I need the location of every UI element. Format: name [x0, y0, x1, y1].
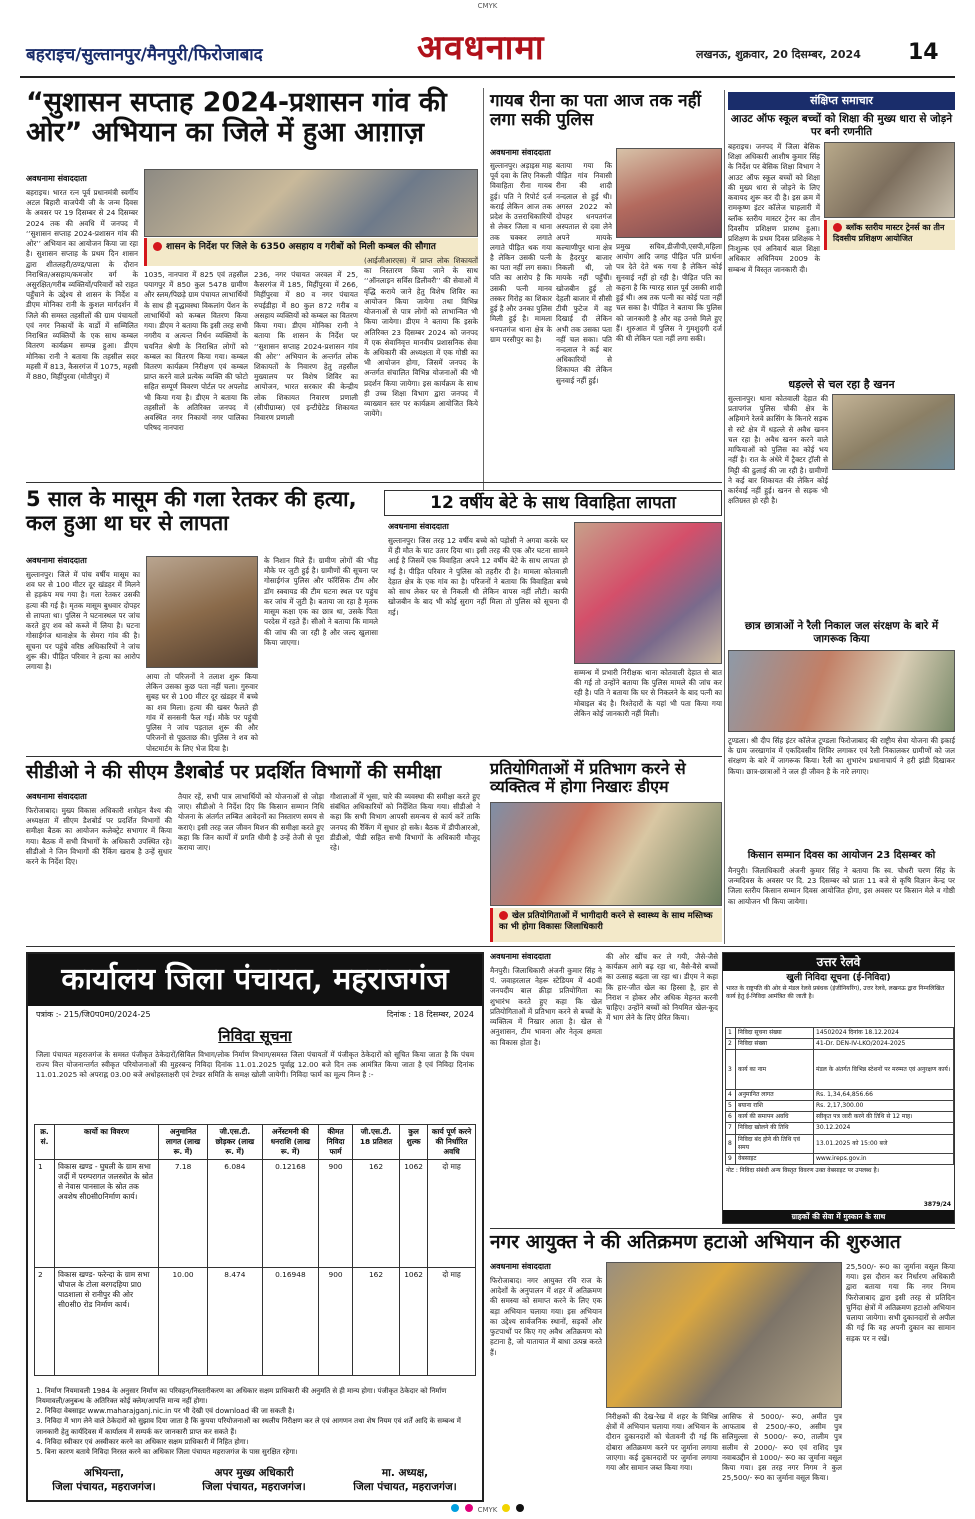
- caption-bullet-icon: [153, 242, 162, 251]
- railway-ad-table: [725, 1027, 954, 1165]
- cell: स्वीकृत पत्र जारी करने की तिथि से 12 माह।: [814, 1112, 954, 1123]
- sidebar-item1-caption-text: ब्लॉक स्तरीय मास्टर ट्रेनर्स का तीन दिवसीय प्रशिक्षण आयोजित: [833, 223, 945, 243]
- story6-caption-text: खेल प्रतियोगिताओं में भागीदारी करने से स्वास्थ्य के साथ मस्तिष्क का भी होगा विकासः जिलाधिकारी: [499, 911, 713, 933]
- cell: 2: [726, 1039, 736, 1050]
- railway-ad-subtitle: खुली निविदा सूचना (ई-निविदा): [786, 973, 891, 983]
- sidebar-item1-text: बहराइच। जनपद में जिला बेसिक शिक्षा अधिकारी आशीष कुमार सिंह के निर्देश पर बेसिक शिक्षा विभाग ने आउट ऑफ स्कूल बच्चों को शिक्षा की मुख्य धारा से जोड़ने के लिए कवायद शुरू कर दी है। इस क्रम में रामकृष्ण इंटर कॉलेज चाहलारी में ब्लॉक स्तरीय मास्टर ट्रेनर का तीन दिवसीय प्रशिक्षण प्रारम्भ हुआ। प्रशिक्षण के प्रथम दिवस प्रशिक्षक ने निःशुल्क एवं अनिवार्य बाल शिक्षा अधिकार अधिनियम 2009 के सम्बन्ध में विस्तृत जानकारी दी।: [728, 142, 820, 274]
- registration-dot-icon: [502, 1504, 510, 1512]
- story5-column-2: तैयार रहें, सभी पात्र लाभार्थियों को योजनाओं से जोड़ा जाए। सीडीओ ने निर्देश दिए कि किसान सम्मान निधि योजना के अंतर्गत लम्बित आवेदनों का निस्तारण समय से कराएं। इसी तरह जल जीवन मिशन की समीक्षा करते हुए कहा कि जिन कार्यों में प्रगति धीमी है उन्हें तेजी से पूरा कराया जाए।: [178, 792, 324, 853]
- story6-column-1: मैनपुरी। जिलाधिकारी अंजनी कुमार सिंह ने पं. जवाहरलाल नेहरू स्टेडियम में 40वीं जनपदीय बाल क्रीड़ा प्रतियोगिता का शुभारंभ करते हुए कहा कि खेल प्रतियोगिताओं में प्रतिभाग करने से बच्चों के व्यक्तित्व में निखार आता है। खेल से अनुशासन, टीम भावना और नेतृत्व क्षमता का विकास होता है।: [490, 966, 602, 1047]
- story1-column-2: 1035, नानपारा में 825 एवं तहसील पयागपुर में 850 कुल 5478 ग्रामीण और स्लम/पिछड़े ग्राम पंचायत लाभार्थियों के साथ ही वृद्धावस्था विकलांग पेंशन के लाभार्थियों को कम्बल वितरण किया गया। डीएम ने बताया कि इसी तरह सभी नगरीय व अत्यन्त निर्धन व्यक्तियों के चयनित श्रेणी के निराश्रित लोगों को कम्बल का वितरण किया गया। कम्बल वितरण कार्यक्रम निरीक्षण एवं कम्बल प्राप्त करने वाले प्रत्येक व्यक्ति की फोटो सहित सम्पूर्ण विवरण पोर्टल पर अपलोड भी किया गया है। डीएम ने बताया कि तहसीलों के अतिरिक्त जनपद में अवस्थित नगर निकायों नगर पालिका परिषद नानपारा: [144, 270, 248, 433]
- story3-photo-child: [146, 556, 258, 668]
- sidebar-title: संक्षिप्त समाचार: [728, 92, 955, 110]
- table-row: [726, 1028, 954, 1039]
- cell: 1: [726, 1028, 736, 1039]
- table-row: [726, 1123, 954, 1134]
- th-estimated-cost: अनुमानित लागत (लाख रू. में): [159, 1125, 208, 1160]
- th-sno: क्र. सं.: [35, 1125, 55, 1160]
- cell: 30.12.2024: [814, 1123, 954, 1134]
- cell: बयाना राशि: [736, 1101, 814, 1112]
- cell: 4: [726, 1090, 736, 1101]
- top-print-mark: CMYK: [477, 2, 498, 10]
- cell: 7.18: [159, 1159, 208, 1267]
- cell: निविदा बंद होने की तिथि एवं समय: [736, 1134, 814, 1153]
- cell: निविदा खोलने की तिथि: [736, 1123, 814, 1134]
- cell: 5: [726, 1101, 736, 1112]
- tender-notice-heading: निविदा सूचना: [218, 1027, 292, 1045]
- table-row: [726, 1134, 954, 1153]
- tender-table: [34, 1124, 476, 1376]
- story1-column-4: (आईजीआरएस) में प्राप्त लोक शिकायतों का निस्तारण किया जाने के साथ ‘‘ऑनलाइन सर्विस डिलीवरी’’ की सेवाओं में वृद्धि कराये जाने हेतु विशेष शिविर का आयोजन किया जायेगा तथा विभिन्न योजनाओं से पात्र लोगों को लाभान्वित भी किया जायेगा। डीएम ने बताया कि इसके अतिरिक्त 23 दिसम्बर 2024 को जनपद में एक सेवानिवृत्त मानवीय प्रशासनिक सेवा के अधिकारी की अध्यक्षता में एक गोष्ठी का भी आयोजन होगा, जिसमें जनपद के अन्तर्गत संचालित विभिन्न योजनाओं की भी प्रदर्शन किया जायेगा। इस कार्यक्रम के साथ ही उच्च शिक्षा विभाग द्वारा जनपद में व्याख्यान स्तर पर कार्यक्रम आयोजित किये जायेंगे।: [364, 256, 478, 419]
- story4-photo-mother-son: [574, 522, 722, 664]
- cell: निविदा सूचना संख्या: [736, 1028, 814, 1039]
- cell: 14502024 दिनांक 18.12.2024: [814, 1028, 954, 1039]
- tender-intro: जिला पंचायत महराजगंज के समस्त पंजीकृत ठेकेदारों/सिविल विभाग/लोक निर्माण विभाग/समस्त जिला पंचायतों में पंजीकृत ठेकेदारों को सूचित किया जाता है कि पंचम राज्य वित्त योजनान्तर्गत स्वीकृत परियोजनाओं की मुहरबन्द निविदा दिनांक 11.01.2025 पूर्वाह्न 12.00 बजे दिन तक आमंत्रित किया जाता है एवं निविदा दिनांक 11.01.2025 को अपराह्न 03.00 बजे अधोहस्ताक्षरी एवं टेण्डर समिति के समक्ष खोली जायेगी। निविदा फार्म का मूल्य निम्न है :-: [36, 1050, 474, 1080]
- th-completion-period: कार्य पूर्ण करने की निर्धारित अवधि: [428, 1125, 476, 1160]
- sidebar-item3-headline: छात्र छात्राओं ने रैली निकाल जल संरक्षण के बारे में जागरूक किया: [744, 620, 939, 645]
- caption-bullet-icon: [499, 911, 508, 920]
- cell: 1062: [400, 1267, 428, 1375]
- section-divider: [26, 482, 722, 483]
- th-earnest-money: अर्नेस्टमनी की धनराशि (लाख रू. में): [262, 1125, 318, 1160]
- sidebar-item2-headline: धड़ल्ले से चल रहा है खनन: [788, 378, 895, 391]
- story5-byline: अवधनामा संवाददाता: [26, 792, 87, 801]
- sidebar-item1-caption: [824, 220, 955, 250]
- story5-headline: सीडीओ ने की सीएम डैशबोर्ड पर प्रदर्शित विभागों की समीक्षा: [26, 761, 442, 783]
- cell: 9: [726, 1153, 736, 1164]
- sidebar-item4-text: मैनपुरी। जिलाधिकारी अंजनी कुमार सिंह ने बताया कि स्व. चौधरी चरण सिंह के जन्मदिवस के अवसर पर दि. 23 दिसम्बर को प्रातः 11 बजे से कृषि विज्ञान केन्द्र पर जिला स्तरीय किसान सम्मान दिवस आयोजित होगा, इस अवसर पर किसान मेले व गोष्ठी का आयोजन भी किया जायेगा।: [728, 866, 955, 906]
- table-row: [726, 1039, 954, 1050]
- story6-byline: अवधनामा संवाददाता: [490, 952, 551, 961]
- cell: 900: [319, 1159, 353, 1267]
- page-number: 14: [908, 40, 939, 65]
- story6-caption: [490, 908, 722, 942]
- bottom-print-mark-text: CMYK: [477, 1505, 498, 1514]
- story5-column-3: गौशालाओं में भूसा, चारे की व्यवस्था की समीक्षा करते हुए संबंधित अधिकारियों को निर्देशित किया गया। सीडीओ ने कहा कि सभी विभाग आपसी समन्वय से कार्य करें ताकि जनपद की रैंकिंग में सुधार हो सके। बैठक में डीपीआरओ, डीडीओ, पीडी सहित सभी विभागों के अधिकारी मौजूद रहे।: [330, 792, 480, 853]
- cell: वेबसाइट: [736, 1153, 814, 1164]
- cell: Rs. 2,17,300.00: [814, 1101, 954, 1112]
- story3-column-1: सुल्तानपुर। जिले में पांच वर्षीय मासूम का शव घर से 100 मीटर दूर खंडहर में मिलने से हड़कंप मच गया है। गला रेतकर उसकी हत्या की गई है। मृतक मासूम बुधवार दोपहर से लापता था। पुलिस ने घटनास्थल पर जांच करते हुए शव को कब्जे में लिया है। घटना गोसाईगंज थानाक्षेत्र के सेमरा गांव की है। सूचना पर पहुंचे वरिष्ठ अधिकारियों ने जांच शुरू की। पीड़ित परिवार ने हत्या का आरोप लगाया है।: [26, 570, 140, 671]
- cell: विकास खण्ड- फरेन्दा के ग्राम सभा चौपाल के टोला बरगदहिया प्रा0 पाठशाला से रानीपुर की ओर सी0सी0 रोड निर्माण कार्य।: [55, 1267, 159, 1375]
- tender-date: दिनांक : 18 दिसम्बर, 2024: [386, 1010, 474, 1019]
- dateline: लखनऊ, शुक्रवार, 20 दिसम्बर, 2024: [696, 48, 861, 61]
- story2-column-3: प्रमुख सचिव,डीजीपी,एसपी,महिला आयोग आदि जगह पीड़ित पति प्रार्थना पत्र देते देते थक गया है लेकिन कोई सुनवाई नहीं हो रही है। पीड़ित पति का कहना है कि ग्यारह साल पूर्व उसकी शादी हुई थी। अब तक पत्नी का कोई पता नहीं चल सका है। पीड़ित ने बताया कि पुलिस को जानकारी है और वह उनसे मिले हुए हैं। शुरुआत में पुलिस ने गुमशुदगी दर्ज की थी लेकिन पता नहीं लगा सकी।: [616, 242, 722, 343]
- cell: 162: [353, 1267, 400, 1375]
- signature-additional-officer: अपर मुख्य अधिकारी जिला पंचायत, महराजगंज।: [202, 1467, 306, 1494]
- cell: कार्य की समापन अवधि: [736, 1112, 814, 1123]
- story2-byline: अवधनामा संवाददाता: [490, 148, 551, 157]
- cell: विकास खण्ड - घुघली के ग्राम सभा जर्दी में परम्परागत जलस्त्रोत के स्रोत से नेवास पानसाल के स्रोत तक अवशेष सी0सी0निर्माण कार्य।: [55, 1159, 159, 1267]
- sidebar-item2-text-continued: [728, 476, 955, 616]
- table-row: [726, 1153, 954, 1164]
- railway-ad-tagline: ग्राहकों की सेवा में मुस्कान के साथ: [723, 1210, 954, 1223]
- registration-dot-icon: [516, 1504, 524, 1512]
- story7-headline: नगर आयुक्त ने की अतिक्रमण हटाओ अभियान की शुरुआत: [490, 1231, 901, 1253]
- story2-column-1: सुल्तानपुर। अड़ाइस माह पूर्व दवा के लिए निकली विवाहिता रीना गायब हुई। पति ने रिपोर्ट दर्ज कराई लेकिन आज तक प्रदेश के उत्तराधिकारियों से लेकर जिला व थाना तक चक्कर लगाते लगाते पीड़ित थक गया है लेकिन उसकी पत्नी का पता नहीं लग सका। पति का आरोप है कि उसकी पत्नी मानव तस्कर गिरोह का शिकार हुई है और उनका पुलिस मिली हुई है। मामला धनपतगंज थाना क्षेत्र के ग्राम परसीपुर का है।: [490, 161, 552, 344]
- story6-column-2: की ओर खींच कर ले गयी, जैसे-जैसे कार्यक्रम आगे बढ़ रहा था, वैसे-वैसे बच्चों का उत्साह बढ़ता जा रहा था। डीएम ने कहा कि हार-जीत खेल का हिस्सा है, हार से निराश न होकर और अधिक मेहनत करनी चाहिए। उन्होंने बच्चों को नियमित खेल-कूद में भाग लेने के लिए प्रेरित किया।: [606, 952, 718, 1023]
- newspaper-logo: अवधनामा: [417, 28, 545, 68]
- sidebar-item1-headline: आउट ऑफ स्कूल बच्चों को शिक्षा की मुख्य धारा से जोड़ने पर बनी रणनीति: [730, 113, 953, 138]
- cell: 6: [726, 1112, 736, 1123]
- signature-engineer: अभियन्ता, जिला पंचायत, महराजगंज।: [52, 1467, 156, 1494]
- story7-column-2: निरीक्षकों की देख-रेख में शहर के विभिन्न क्षेत्रों में अभियान चलाया गया। अभियान के दौरान दुकानदारों को चेतावनी दी गई कि दोबारा अतिक्रमण करने पर जुर्माना लगाया जाएगा। कई दुकानदारों पर जुर्माना लगाया गया और सामान जब्त किया गया।: [606, 1412, 718, 1473]
- story2-column-2: बताया गया कि पीड़ित गांव निवासी रीना की शादी नन्दलाल से हुई थी। अगस्त 2022 को दोपहर धनपतगंज अस्पताल से दवा लेने अपने मायके कल्याणीपुर थाना क्षेत्र के हैदरपुर बाजार निकली थी, जो मायके नहीं पहुँची। खोजबीन हुई तो देहली बाजार में सीसी टीवी फुटेज में वह दिखाई दी लेकिन अभी तक उसका पता नहीं चल सका। पति नन्दलाल ने कई बार अधिकारियों से शिकायत की लेकिन सुनवाई नहीं हुई।: [556, 161, 612, 385]
- cell: 1: [35, 1159, 55, 1267]
- table-row: [35, 1267, 476, 1375]
- cell: कार्य का नाम: [736, 1050, 814, 1090]
- edition-cities: बहराइच/सुल्तानपुर/मैनपुरी/फिरोजाबाद: [26, 45, 263, 65]
- cell: 10.00: [159, 1267, 208, 1375]
- sidebar-item1-text-continued: [728, 254, 955, 374]
- story2-photo-missing-woman: [616, 148, 722, 238]
- story6-headline: प्रतियोगिताओं में प्रतिभाग करने से व्यक्तित्व में होगा निखारः डीएम: [490, 759, 686, 796]
- sidebar-divider: [724, 90, 725, 944]
- story7-photo-bulldozer: [606, 1262, 842, 1408]
- masthead: [20, 28, 955, 78]
- cell: दो माह: [428, 1159, 476, 1267]
- table-row: [726, 1050, 954, 1090]
- cell: 162: [353, 1159, 400, 1267]
- tender-term: 3. निविदा में भाग लेने वाले ठेकेदारों को सुझाव दिया जाता है कि कुपया परियोजनाओं का स्थलीय निरीक्षण कर ले एवं आगणन तथा शेष नियम एवं शर्तें आदि के सम्बन्ध में जानकारी हेतु कार्यदिवस में कार्यालय में सम्पर्क कर जानकारी प्राप्त कर सकते हैं।: [36, 1417, 461, 1436]
- railway-ad-intro: भारत के राष्ट्रपति की ओर से मंडल रेलवे प्रबंधक (इंजीनियरिंग), उत्तर रेलवे, लखनऊ द्वारा निम्नलिखित कार्य हेतु ई-निविदा आमंत्रित की जाती है।: [726, 985, 945, 1001]
- story4-byline: अवधनामा संवाददाता: [388, 522, 449, 531]
- sidebar-item2-photo-mining: [832, 394, 955, 470]
- tender-term: 4. निविदा स्वीकार एवं अस्वीकार करने का अधिकार सक्षम प्राधिकारी में निहित होगा।: [36, 1437, 249, 1446]
- cell: 13.01.2025 को 15:00 बजे: [814, 1134, 954, 1153]
- story4-headline-box: [384, 490, 722, 516]
- story4-body-continued: सम्मन्ध में प्रभारी निरीक्षक थाना कोतवाली देहात से बात की गई तो उन्होंने बताया कि पुलिस मामले की जांच कर रही है। पति ने बताया कि घर से निकलने के बाद पत्नी का मोबाइल बंद है। रिश्तेदारों के यहां भी पता किया गया लेकिन कोई जानकारी नहीं मिली।: [574, 668, 722, 718]
- cell: मंडल के अंतर्गत विभिन्न स्टेशनों पर मरम्मत एवं अनुरक्षण कार्य।: [814, 1050, 954, 1090]
- th-work-desc: कार्यो का विवरण: [55, 1125, 159, 1160]
- story7-column-3: आसिफ से 5000/- रू0, अमीत पुत्र आफताब से 2500/-रू0, असीम पुत्र सलिमुल्ला से 5000/- रू0, तालीम पुत्र सलीम से 2000/- रू0 एवं राशिद पुत्र नवाबउद्दीन से 1000/- रू0 का जुर्माना वसूल किया गया। इस तरह नगर निगम ने कुल 25,500/- रू0 का जुर्माना वसूल किया।: [722, 1412, 842, 1483]
- sidebar-item2-text: सुल्तानपुर। थाना कोतवाली देहात की प्रतापगंज पुलिस चौकी क्षेत्र के अहिमाने रेलवे क्रासिंग के किनारे सड़क से सटे क्षेत्र में धड़ल्ले से अवैध खनन चल रहा है। अवैध खनन करने वाले माफियाओं को पुलिस का कोई भय नहीं है। रात के अंधेरे में ट्रैक्टर ट्रॉली से मिट्टी की ढुलाई की जा रही है। ग्रामीणों ने कई बार शिकायत की लेकिन कोई कार्रवाई नहीं हुई। खनन से सड़क भी क्षतिग्रस्त हो रही है।: [728, 394, 828, 506]
- sidebar-item1-photo: [824, 142, 955, 218]
- story4-body: सुल्तानपुर। जिस तरह 12 वर्षीय बच्चे को पड़ोसी ने अगवा करके घर में ही मौत के घाट उतार दिया था। इसी तरह की एक और घटना सामने आई है जिसमें एक विवाहिता अपने 12 वर्षीय बेटे के साथ लापता हो गई है। पीड़ित परिवार ने पुलिस को तहरीर दी है। मामला कोतवाली देहात क्षेत्र के एक गांव का है। परिजनों ने बताया कि विवाहिता बच्चे को साथ लेकर घर से निकली थी लेकिन वापस नहीं लौटी। काफी खोजबीन के बाद भी कोई सुराग नहीं मिला तो पुलिस को सूचना दी गई।: [388, 536, 568, 617]
- sidebar-item3-text: टूण्डला। श्री दीप सिंह इंटर कॉलेज टूण्डला फिरोजाबाद की राष्ट्रीय सेवा योजना की इकाई के ग्राम जरखागांव में एकदिवसीय शिविर लगाकर एवं रैली निकालकर ग्रामीणों को जल संरक्षण के बारे में जागरूक किया। रैली का शुभारंभ प्रधानाचार्य ने हरी झंडी दिखाकर किया। छात्र-छात्राओं ने जल ही जीवन है के नारे लगाए।: [728, 736, 955, 776]
- cell: 1062: [400, 1159, 428, 1267]
- th-total-fee: कुल शुल्क: [400, 1125, 428, 1160]
- tender-term: 2. निविदा वेबसाइट www.maharajganj.nic.in पर भी देखी एवं download की जा सकती है।: [36, 1407, 295, 1416]
- story3-column-3: आया तो परिजनों ने तलाश शुरू किया लेकिन उसका कुछ पता नहीं चला। गुरुवार सुबह घर से 100 मीटर दूर खंडहर में बच्चे का शव मिला। हत्या की खबर फैलते ही गांव में सनसनी फैल गई। मौके पर पहुंची पुलिस ने जांच पड़ताल शुरू की और परिजनों से पूछताछ की। पुलिस ने शव को पोस्टमार्टम के लिए भेज दिया है।: [146, 672, 258, 753]
- th-gst: जी.एस.टी. 18 प्रतिशत: [353, 1125, 400, 1160]
- cell: 8.474: [208, 1267, 263, 1375]
- story3-byline: अवधनामा संवाददाता: [26, 556, 87, 565]
- cell: 2: [35, 1267, 55, 1375]
- tender-term: 1. निर्माण नियमावली 1984 के अनुसार निर्माण का परिवहन/निस्तारीकरण का अधिकार सक्षम प्राधिकारी की अनुमति से ही मान्य होगा। पंजीकृत ठेकेदार को निर्माण नियमावली/अनुबन्ध के अतिरिक्त कोई क्लेम/आपत्ति मान्य नहीं होगा।: [36, 1387, 447, 1406]
- tender-ad-title: कार्यालय जिला पंचायत, महराजगंज: [28, 954, 482, 1006]
- cell: अनुमानित लागत: [736, 1090, 814, 1101]
- cell: 0.16948: [262, 1267, 318, 1375]
- registration-dot-icon: [465, 1504, 473, 1512]
- cell: Rs. 1,34,64,856.66: [814, 1090, 954, 1101]
- railway-ad-title: उत्तर रेलवे: [723, 953, 954, 971]
- table-row: [35, 1159, 476, 1267]
- story1-column-1: बहराइच। भारत रत्न पूर्व प्रधानमंत्री स्वर्गीय अटल बिहारी वाजपेयी जी के जन्म दिवस के अवसर पर 19 दिसम्बर से 24 दिसम्बर 2024 तक की अवधि में जनपद में ‘‘सुशासन सप्ताह 2024-प्रशासन गांव की ओर’’ अभियान का आयोजन किया जा रहा है। सुशासन सप्ताह के प्रथम दिन शासन द्वारा शीतलहरी/ठण्ड/पाला के दौरान निराश्रित/असहाय/कमजोर वर्ग के असुरक्षित/गरीब व्यक्तियों/परिवारों को राहत पहुँचाने के उद्देश्य से शासन के निर्देश व डीएम मोनिका रानी के कुशल मार्गदर्शन में जिले की समस्त तहसीलों की ग्राम पंचायतों एवं नगर निकायों के वार्डो में सम्मिलित निराश्रित व्यक्तियों के एक साथ कम्बल वितरण कार्यक्रम सम्पन्न हुआ। डीएम मोनिका रानी ने बताया कि तहसील सदर महसी में 813, कैसरगंज में 1075, महसी में 880, मिहींपुरवा (मोतीपुर) में: [26, 188, 138, 381]
- caption-bullet-icon: [833, 223, 842, 232]
- story7-column-4: 25,500/- रू0 का जुर्माना वसूल किया गया। इस दौरान कर निर्धारण अधिकारी द्वारा बताया गया कि नगर निगम फिरोजाबाद द्वारा इसी तरह से प्रतिदिन चुनिंदा क्षेत्रों में अतिक्रमण हटाओ अभियान चलाया जायेगा। सभी दुकानदारों से अपील की गई कि वह अपनी दुकान का सामान सड़क पर न रखें।: [846, 1262, 955, 1343]
- story5-column-1: फिरोजाबाद। मुख्य विकास अधिकारी शत्रोहन वैश्य की अध्यक्षता में सीएम डैशबोर्ड पर प्रदर्शित विभागों की समीक्षा बैठक का आयोजन कलेक्ट्रेट सभागार में किया गया। बैठक में सभी विभागों के अधिकारी उपस्थित रहे। सीडीओ ने जिन विभागों की रैंकिंग खराब है उन्हें सुधार करने के निर्देश दिए।: [26, 806, 172, 867]
- tender-advertisement: [26, 952, 484, 1502]
- signature-chairperson: मा. अध्यक्ष, जिला पंचायत, महराजगंज।: [353, 1467, 457, 1494]
- tender-ref: पत्रांक :- 215/जि0प0म0/2024-25: [36, 1010, 151, 1019]
- story1-photo-blanket-distribution: [144, 169, 478, 237]
- tender-term: 5. बिना कारण बताये निविदा निरस्त करने का अधिकार जिला पंचायत महराजगंज के पास सुरक्षित रहेगा।: [36, 1447, 298, 1456]
- cell: www.ireps.gov.in: [814, 1153, 954, 1164]
- section-divider: [490, 1228, 955, 1229]
- story3-headline: 5 साल के मासूम की गला रेतकर की हत्या, कल हुआ था घर से लापता: [26, 487, 357, 535]
- story7-column-1: फिरोजाबाद। नगर आयुक्त रवि राज के आदेशों के अनुपालन में शहर में अतिक्रमण की समस्या को समाप्त करने के लिए एक बड़ा अभियान चलाया गया। इस अभियान का उद्देश्य सार्वजनिक स्थानों, सड़कों और फुटपाथों पर किए गए अवैध अतिक्रमण को हटाना है, जो यातायात में बाधा उत्पन्न करते हैं।: [490, 1276, 602, 1357]
- story4-headline: 12 वर्षीय बेटे के साथ विवाहिता लापता: [430, 493, 676, 513]
- cell: निविदा संख्या: [736, 1039, 814, 1050]
- story1-column-3: 236, नगर पंचायत जरवल में 25, कैसरगंज में 185, मिहींपुरवा में 266, मिहींपुरवा में 80 व नगर पंचायत रुपईडीहा में 80 कुल 872 गरीब व असहाय व्यक्तियों को कम्बल का वितरण किया गया। डीएम मोनिका रानी ने बताया कि शासन के निर्देश पर ‘‘सुशासन सप्ताह 2024-प्रशासन गांव की ओर’’ अभियान के अन्तर्गत लोक शिकायतों के निवारण हेतु तहसील मुख्यालय पर विशेष शिविर का आयोजन, भारत सरकार की केन्द्रीय लोक शिकायत निवारण प्रणाली (सीपीग्राम्स) एवं इन्टीग्रेटेड शिकायत निवारण प्रणाली: [254, 270, 358, 423]
- sidebar-item4-headline: किसान सम्मान दिवस का आयोजन 23 दिसम्बर को: [747, 850, 936, 861]
- story7-byline: अवधनामा संवाददाता: [490, 1262, 551, 1271]
- th-excl-gst: जी.एस.टी. छोड़कर (लाख रू. में): [208, 1125, 263, 1160]
- registration-dot-icon: [451, 1504, 459, 1512]
- railway-ad-note: नोट : निविदा संबंधी अन्य विस्तृत विवरण उक्त वेबसाइट पर उपलब्ध है।: [726, 1166, 879, 1174]
- railway-ad-code: 3879/24: [923, 1200, 951, 1208]
- sidebar-item3-photo-rally: [728, 650, 955, 732]
- tender-terms: [36, 1386, 476, 1457]
- th-form-price: कीमत निविदा फार्म: [319, 1125, 353, 1160]
- cell: 7: [726, 1123, 736, 1134]
- section-divider: [26, 946, 955, 947]
- cell: दो माह: [428, 1267, 476, 1375]
- cell: 8: [726, 1134, 736, 1153]
- story1-byline: अवधनामा संवाददाता: [26, 174, 87, 183]
- story1-caption-text: शासन के निर्देश पर जिले के 6350 असहाय व गरीबों को मिली कम्बल की सौगात: [166, 242, 436, 252]
- story6-photo-sports-event: [490, 802, 722, 906]
- table-row: [726, 1112, 954, 1123]
- cell: 3: [726, 1050, 736, 1090]
- cell: 41-Dr. DEN-IV-LKO/2024-2025: [814, 1039, 954, 1050]
- cell: 6.084: [208, 1159, 263, 1267]
- railway-tender-advertisement: [722, 952, 955, 1224]
- table-row: [726, 1090, 954, 1101]
- column-divider: [483, 88, 484, 490]
- story2-headline: गायब रीना का पता आज तक नहीं लगा सकी पुलिस: [490, 91, 702, 131]
- story1-headline: “सुशासन सप्ताह 2024-प्रशासन गांव की ओर” अभियान का जिले में हुआ आग़ाज़: [26, 87, 447, 149]
- section-divider: [26, 756, 722, 757]
- cell: 0.12168: [262, 1159, 318, 1267]
- story3-column-2: के निशान मिले हैं। ग्रामीण लोगों की भीड़ मौके पर जुटी हुई है। ग्रामीणों की सूचना पर गोसाईगंज पुलिस और फॉरेंसिक टीम और डॉग स्क्वायड की टीम घटना स्थल पर पहुंच कर जांच में जुटी है। बताया जा रहा है मृतक मासूम कक्षा एक का छात्र था, उसके पिता परदेस में रहते हैं। सीओ ने बताया कि मामले की जांच की जा रही है और जल्द खुलासा किया जाएगा।: [264, 556, 378, 647]
- cell: 900: [319, 1267, 353, 1375]
- bottom-print-mark: [0, 1504, 975, 1515]
- tender-table-header: [35, 1125, 476, 1160]
- table-row: [726, 1101, 954, 1112]
